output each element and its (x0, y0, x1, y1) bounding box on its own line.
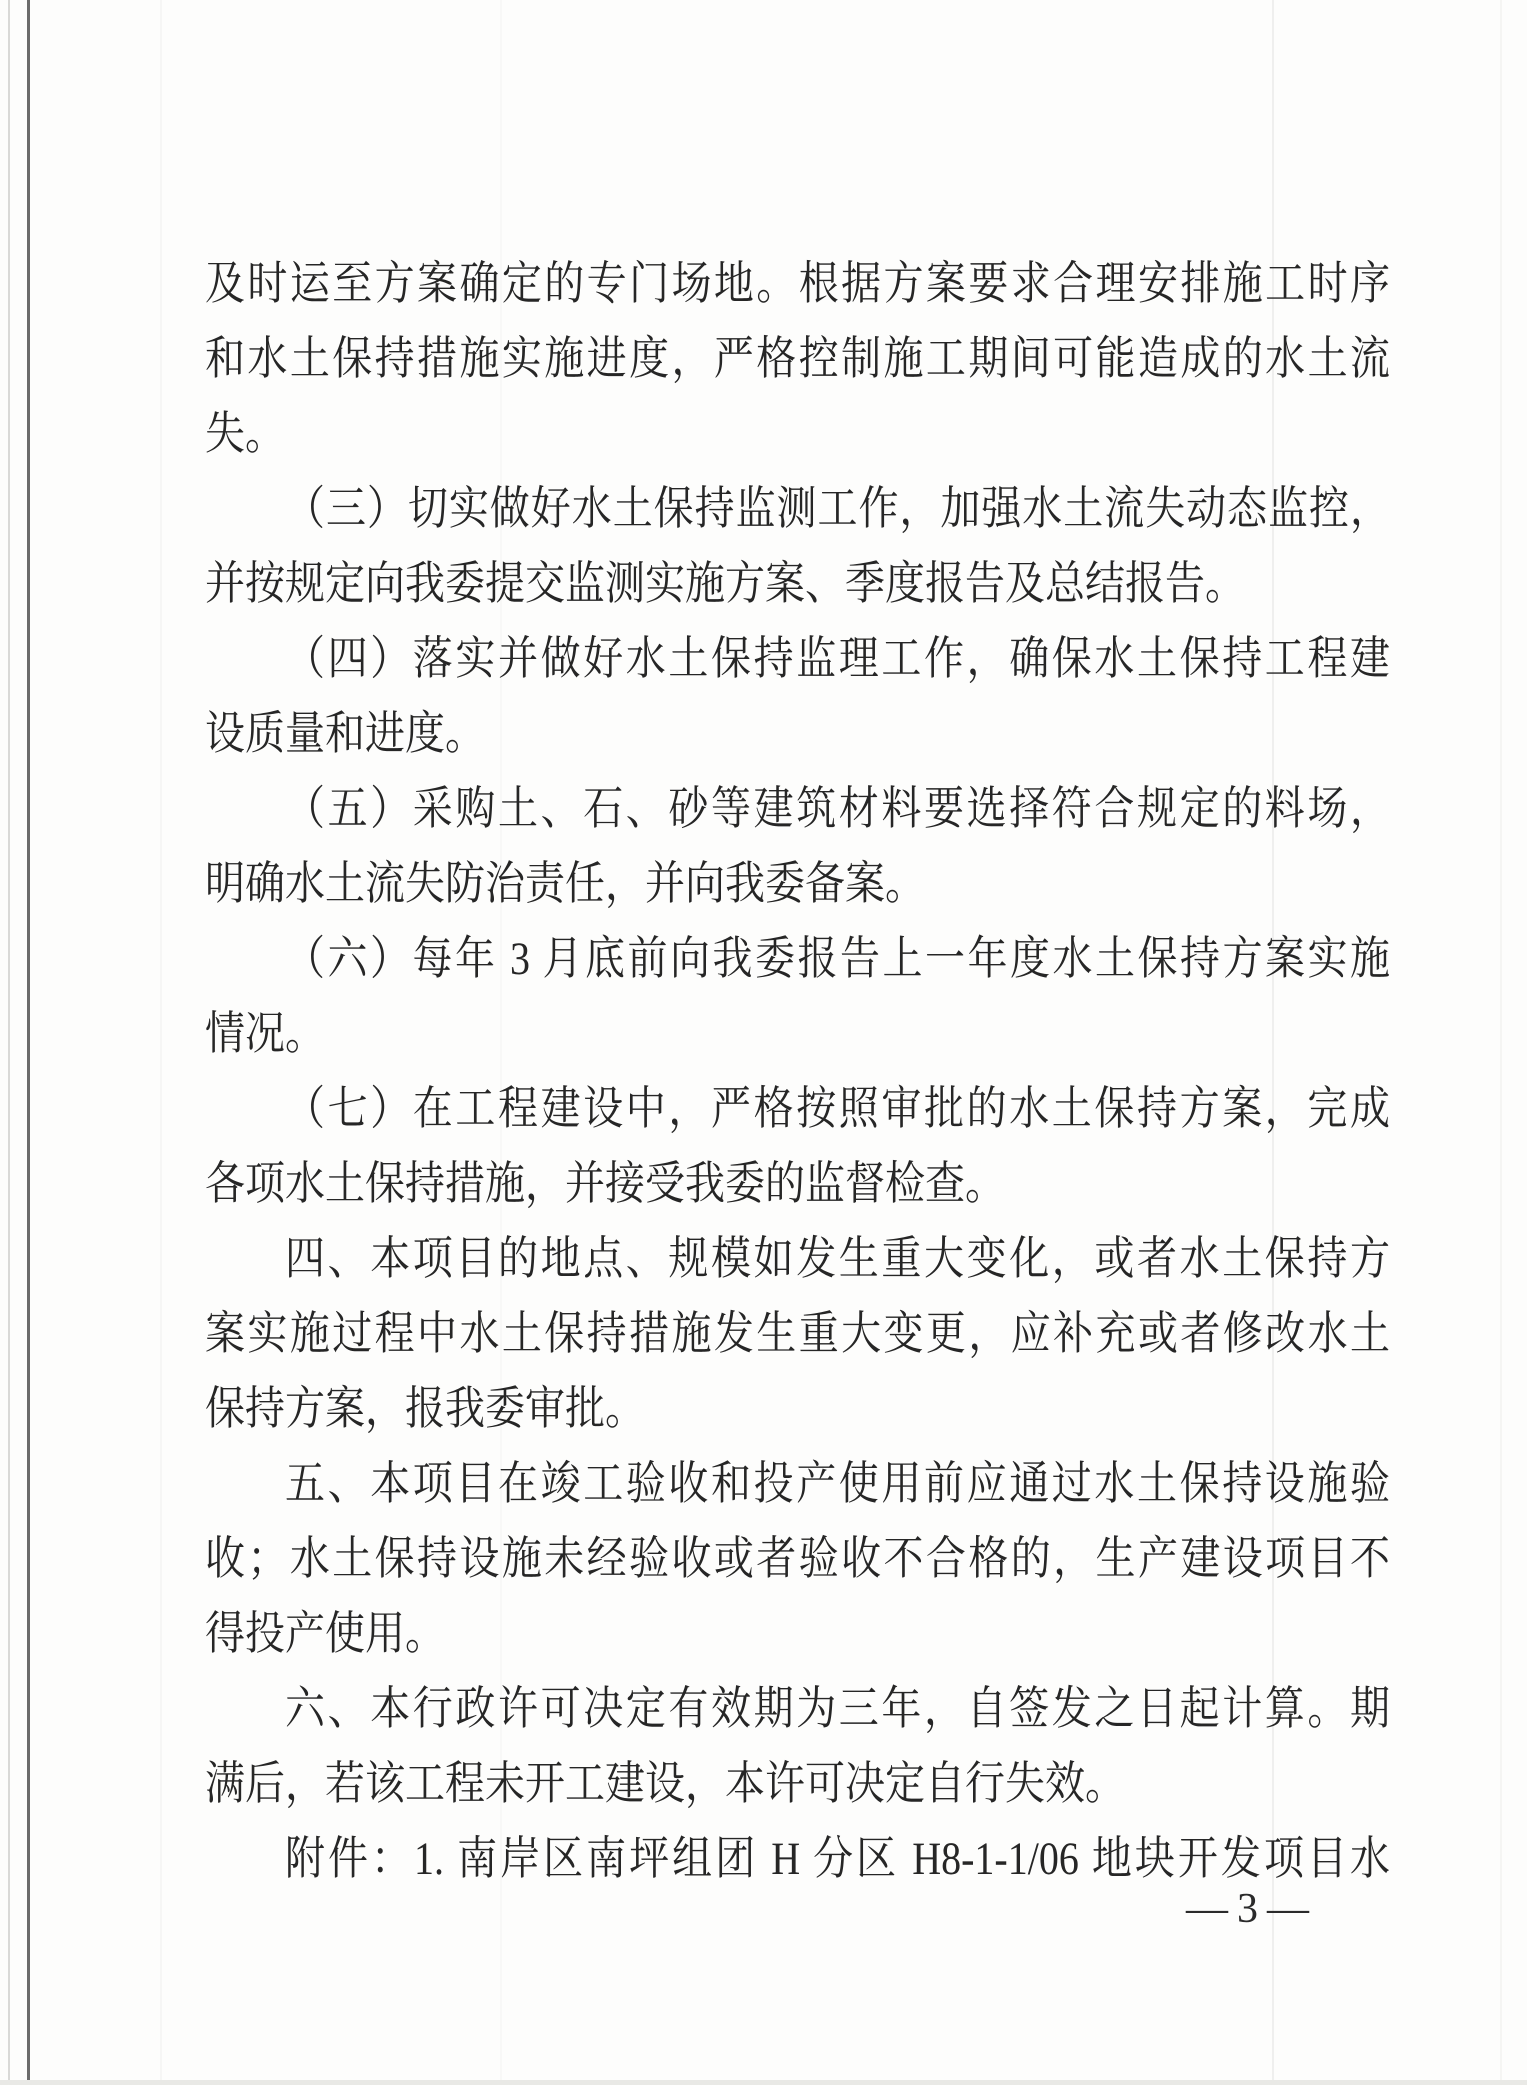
text-line: 各项水土保持措施，并接受我委的监督检查。 (205, 1157, 1005, 1210)
scan-bottom-edge (0, 2080, 1527, 2085)
text-line: （六）每年 3 月底前向我委报告上一年度水土保持方案实施 (285, 932, 1390, 985)
text-line: 及时运至方案确定的专门场地。根据方案要求合理安排施工时序 (205, 257, 1390, 310)
text-line: 得投产使用。 (205, 1607, 445, 1660)
text-line: 和水土保持措施实施进度，严格控制施工期间可能造成的水土流 (205, 332, 1390, 385)
text-line: 设质量和进度。 (205, 707, 485, 760)
scan-left-outer-line (8, 0, 10, 2085)
text-line: 六、本行政许可决定有效期为三年，自签发之日起计算。期 (285, 1682, 1390, 1735)
text-line: 五、本项目在竣工验收和投产使用前应通过水土保持设施验 (285, 1457, 1390, 1510)
scan-streak (1500, 0, 1502, 2085)
text-line: 四、本项目的地点、规模如发生重大变化，或者水土保持方 (285, 1232, 1390, 1285)
text-line: 满后，若该工程未开工建设，本许可决定自行失效。 (205, 1757, 1125, 1810)
page-number: —3— (1186, 1886, 1318, 1932)
document-body (205, 246, 1390, 1896)
text-line: （四）落实并做好水土保持监理工作，确保水土保持工程建 (285, 632, 1390, 685)
text-line: （七）在工程建设中，严格按照审批的水土保持方案，完成 (285, 1082, 1390, 1135)
text-line: （五）采购土、石、砂等建筑材料要选择符合规定的料场， (285, 782, 1390, 835)
text-line: 案实施过程中水土保持措施发生重大变更，应补充或者修改水土 (205, 1307, 1390, 1360)
text-line: 收；水土保持设施未经验收或者验收不合格的，生产建设项目不 (205, 1532, 1390, 1585)
text-line: 附件：1. 南岸区南坪组团 H 分区 H8-1-1/06 地块开发项目水 (285, 1832, 1390, 1885)
text-line: 并按规定向我委提交监测实施方案、季度报告及总结报告。 (205, 557, 1245, 610)
text-line: （三）切实做好水土保持监测工作，加强水土流失动态监控， (285, 482, 1390, 535)
text-line: 明确水土流失防治责任，并向我委备案。 (205, 857, 925, 910)
scan-streak (160, 0, 162, 2085)
text-line: 情况。 (205, 1007, 325, 1060)
scan-left-edge-line (27, 0, 30, 2081)
text-line: 失。 (205, 407, 285, 460)
text-line: 保持方案，报我委审批。 (205, 1382, 645, 1435)
